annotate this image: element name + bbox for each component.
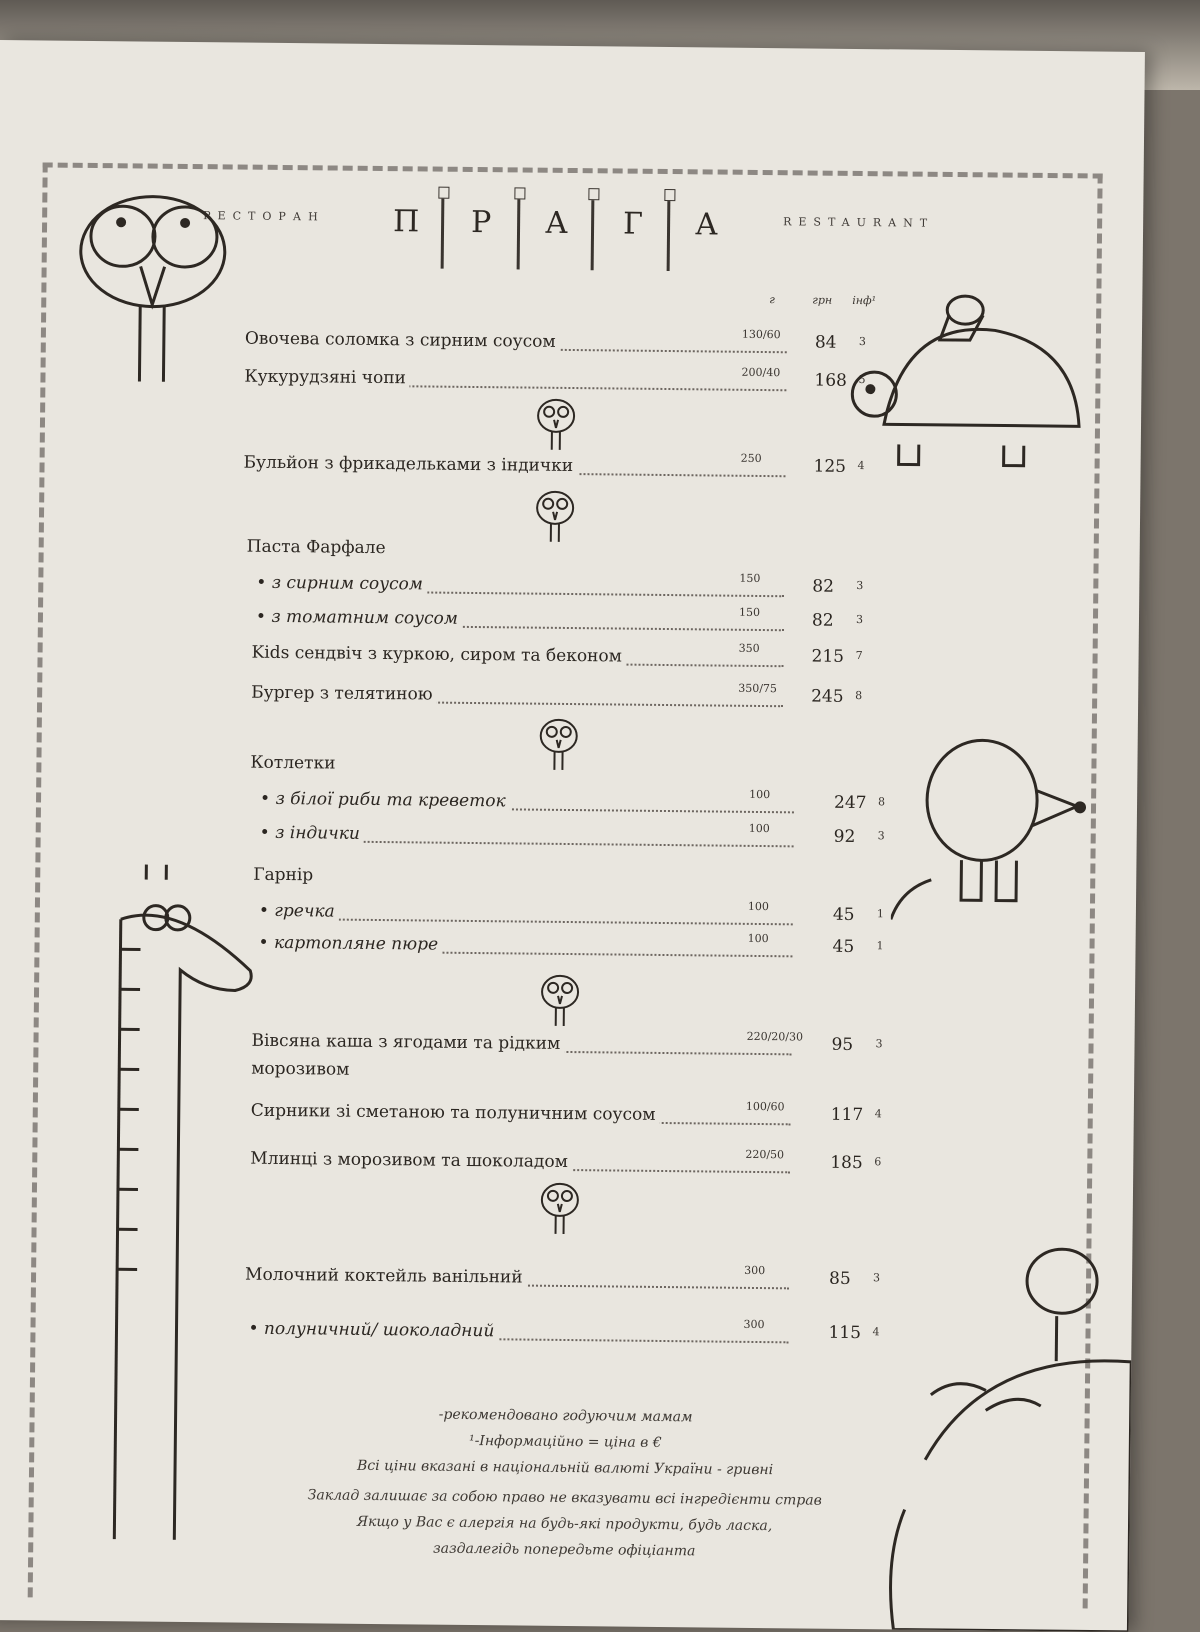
title-letter: А [544, 205, 569, 241]
menu-item-price: 185 [830, 1152, 863, 1174]
menu-item-info: 3 [856, 578, 864, 593]
menu-item-info: 3 [877, 829, 885, 843]
menu-item-weight: 250 [740, 451, 762, 465]
dot-leader [300, 840, 794, 847]
title-letter: Г [622, 206, 644, 242]
menu-item-name: Сирники зі сметаною та полуничним соусом [251, 1101, 660, 1125]
mouse-illustration-icon [891, 729, 1113, 931]
lamp-icon [517, 189, 521, 269]
menu-item-price: 115 [828, 1322, 862, 1344]
menu-item-name: • з білої риби та креветок [260, 789, 510, 812]
menu-item-name-cont: морозивом [251, 1059, 353, 1080]
menu-item-weight: 100 [749, 787, 771, 802]
menu-item-name: • з сирним соусом [256, 573, 427, 595]
menu-item-info: 4 [874, 1107, 882, 1121]
menu-item-price: 92 [833, 826, 856, 848]
menu-page [0, 40, 1145, 1632]
footer-line-6: заздалегідь попередьте офіціанта [432, 1540, 696, 1560]
menu-item-name: Молочний коктейль ванільний [245, 1265, 527, 1288]
title-letter: Р [470, 204, 492, 241]
menu-item-weight: 130/60 [741, 327, 781, 342]
menu-item-weight: 100/60 [745, 1099, 785, 1114]
dot-leader [299, 918, 793, 925]
menu-item-price: 85 [828, 1268, 851, 1289]
menu-item-row [251, 1029, 889, 1080]
menu-item-info: 4 [872, 1325, 880, 1339]
menu-item-weight: 220/50 [745, 1147, 785, 1162]
menu-item-name: Вівсяна каша з ягодами та рідким [251, 1031, 564, 1054]
menu-item-weight: 100 [747, 931, 769, 946]
menu-item-price: 95 [831, 1034, 854, 1055]
giraffe-illustration-icon [79, 859, 276, 1541]
menu-item-info: 4 [857, 459, 865, 473]
footer-line-5: Якщо у Вас є алергія на будь-які продукти, будь ласка, [356, 1513, 773, 1535]
menu-item-price: 247 [833, 792, 867, 814]
menu-item-name: Млинці з морозивом та шоколадом [250, 1149, 572, 1172]
lamp-icon [441, 189, 445, 269]
menu-item-name: Кукурудзяні чопи [244, 367, 410, 389]
menu-item-price: 84 [814, 332, 837, 353]
menu-item-price: 82 [812, 576, 835, 597]
menu-item-info: 1 [876, 939, 884, 953]
menu-item-weight: 100 [747, 899, 770, 914]
menu-item-weight: 220/20/30 [746, 1029, 804, 1044]
menu-item-weight: 350 [738, 641, 760, 655]
menu-item-weight: 300 [743, 1317, 765, 1332]
menu-item-price: 82 [811, 610, 834, 631]
menu-item-name: Гарнір [253, 865, 317, 886]
footer-line-2: ¹-Інформаційно = ціна в € [468, 1432, 662, 1452]
menu-item-name: Паста Фарфале [247, 537, 390, 558]
title-letter: А [694, 207, 719, 243]
menu-item-info: 3 [873, 1271, 881, 1285]
menu-item-name: • з індички [260, 823, 364, 844]
column-weight: г [769, 293, 775, 307]
menu-item-weight: 200/40 [741, 365, 781, 380]
menu-item-price: 45 [832, 936, 855, 957]
menu-item-info: 3 [875, 1037, 883, 1051]
menu-item-name: Kids сендвіч з куркою, сиром та беконом [251, 643, 626, 667]
menu-item-weight: 100 [748, 821, 770, 836]
owl-divider-icon [538, 970, 583, 1030]
header-left-text: РЕСТОРАН [203, 209, 325, 224]
menu-item-info: 7 [855, 648, 863, 663]
menu-item-name: Бургер з телятиною [251, 683, 437, 705]
footer-line-1: -рекомендовано годуючим мамам [438, 1406, 693, 1426]
owl-illustration-icon [71, 186, 233, 388]
menu-item-price: 45 [832, 904, 855, 925]
menu-item-info: 5 [858, 373, 866, 387]
menu-item-weight: 150 [739, 571, 761, 585]
owl-divider-icon [536, 714, 581, 774]
menu-item-name: • картопляне пюре [258, 933, 442, 955]
owl-divider-icon [537, 1178, 582, 1238]
elephant-with-owl-icon [863, 1239, 1132, 1632]
menu-item-price: 117 [830, 1104, 864, 1126]
menu-item-info: 8 [855, 688, 863, 703]
menu-item-info: 3 [858, 335, 866, 349]
menu-item-name: • гречка [259, 901, 339, 922]
menu-item-price: 125 [813, 456, 847, 477]
menu-item-weight: 150 [738, 605, 761, 619]
owl-divider-icon [533, 486, 578, 546]
lamp-icon [591, 190, 595, 270]
owl-divider-icon [534, 394, 579, 454]
menu-item-info: 3 [855, 612, 864, 627]
column-price: грн [812, 293, 833, 307]
menu-item-price: 168 [814, 370, 848, 391]
menu-item-weight: 300 [744, 1263, 766, 1278]
menu-item-name: Бульйон з фрикадельками з індички [243, 453, 577, 476]
menu-item-name: Овочева соломка з сирним соусом [245, 329, 560, 352]
menu-item-weight: 350/75 [738, 681, 778, 696]
menu-item-price: 215 [811, 646, 845, 667]
turtle-with-mouse-icon [843, 259, 1095, 492]
menu-item-info: 6 [874, 1155, 882, 1169]
menu-item-name: • полуничний/ шоколадний [248, 1319, 498, 1342]
menu-item-price: 245 [811, 686, 844, 707]
column-info: інф¹ [852, 293, 877, 308]
header-right-text: RESTAURANT [783, 215, 935, 230]
lamp-icon [667, 191, 671, 271]
footer-line-3: Всі ціни вказані в національній валюті України - гривні [356, 1457, 774, 1479]
title-letter: П [392, 204, 420, 240]
footer-line-4: Заклад залишає за собою право не вказувати всі інгредієнти страв [307, 1487, 822, 1509]
menu-item-info: 1 [876, 907, 884, 921]
menu-item-name: Котлетки [250, 753, 339, 774]
menu-item-name: • з томатним соусом [256, 607, 462, 629]
menu-item-info: 8 [878, 795, 886, 809]
